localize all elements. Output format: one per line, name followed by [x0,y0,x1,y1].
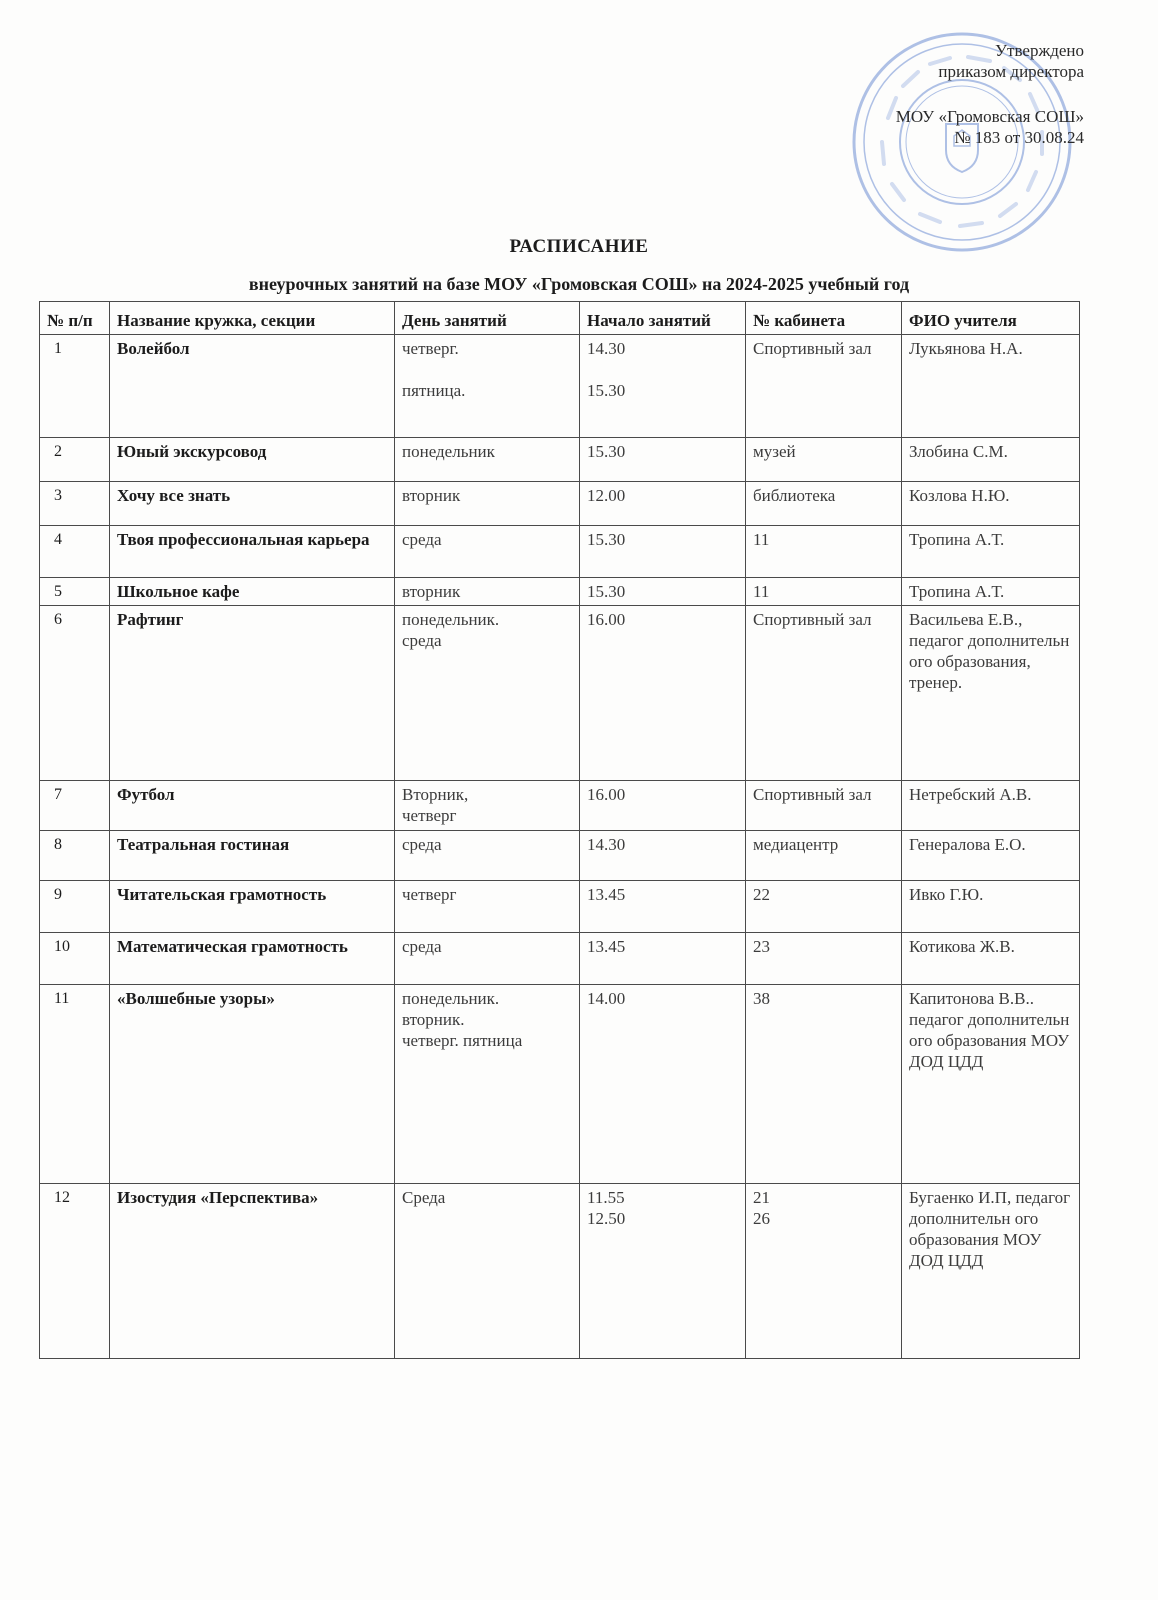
table-row [40,985,1080,1184]
cell-teacher: Козлова Н.Ю. [902,482,1080,526]
schedule-table [39,301,1080,1359]
cell-room: Спортивный зал [746,606,902,781]
header-number: № п/п [40,302,110,335]
approval-line-school: МОУ «Громовская СОШ» [895,107,1084,126]
cell-club-name: Рафтинг [110,606,395,781]
cell-start-time: 11.55 12.50 [580,1184,746,1359]
cell-start-time: 14.30 [580,831,746,881]
cell-room: 11 [746,526,902,578]
header-club-name: Название кружка, секции [110,302,395,335]
cell-start-time: 15.30 [580,578,746,606]
approval-gap [896,82,1084,106]
table-row [40,933,1080,985]
cell-club-name: Юный экскурсовод [110,438,395,482]
cell-room: 22 [746,881,902,933]
cell-number: 3 [40,482,110,526]
cell-start-time: 13.45 [580,881,746,933]
cell-start-time: 15.30 [580,526,746,578]
cell-club-name: Изостудия «Перспектива» [110,1184,395,1359]
cell-room: 23 [746,933,902,985]
table-row [40,831,1080,881]
cell-club-name: Волейбол [110,335,395,438]
cell-club-name: Театральная гостиная [110,831,395,881]
cell-day: четверг [395,881,580,933]
cell-teacher: Ивко Г.Ю. [902,881,1080,933]
cell-teacher: Генералова Е.О. [902,831,1080,881]
approval-block [896,40,1084,148]
cell-day: понедельник [395,438,580,482]
table-row [40,482,1080,526]
approval-line-order-number: № 183 от 30.08.24 [954,128,1084,147]
cell-room: Спортивный зал [746,335,902,438]
cell-teacher: Капитонова В.В.. педагог дополнительн ого образования МОУ ДОД ЦДД [902,985,1080,1184]
cell-start-time: 16.00 [580,781,746,831]
cell-club-name: Твоя профессиональная карьера [110,526,395,578]
cell-club-name: Читательская грамотность [110,881,395,933]
cell-start-time: 14.30 15.30 [580,335,746,438]
cell-start-time: 12.00 [580,482,746,526]
cell-start-time: 15.30 [580,438,746,482]
cell-club-name: Футбол [110,781,395,831]
cell-room: музей [746,438,902,482]
cell-number: 7 [40,781,110,831]
approval-line-order: приказом директора [938,62,1084,81]
document-subtitle: внеурочных занятий на базе МОУ «Громовская СОШ» на 2024-2025 учебный год [248,274,910,294]
cell-club-name: «Волшебные узоры» [110,985,395,1184]
cell-number: 2 [40,438,110,482]
cell-club-name: Хочу все знать [110,482,395,526]
cell-day: понедельник. среда [395,606,580,781]
cell-room: 38 [746,985,902,1184]
cell-day: Среда [395,1184,580,1359]
cell-number: 10 [40,933,110,985]
cell-teacher: Тропина А.Т. [902,526,1080,578]
cell-day: среда [395,831,580,881]
table-row [40,781,1080,831]
cell-number: 12 [40,1184,110,1359]
cell-day: вторник [395,578,580,606]
cell-number: 1 [40,335,110,438]
table-row [40,1184,1080,1359]
cell-teacher: Нетребский А.В. [902,781,1080,831]
cell-number: 9 [40,881,110,933]
cell-teacher: Котикова Ж.В. [902,933,1080,985]
cell-number: 11 [40,985,110,1184]
cell-day: понедельник. вторник. четверг. пятница [395,985,580,1184]
cell-teacher: Злобина С.М. [902,438,1080,482]
cell-number: 4 [40,526,110,578]
cell-day: четверг. пятница. [395,335,580,438]
cell-teacher: Васильева Е.В., педагог дополнительн ого образования, тренер. [902,606,1080,781]
cell-day: среда [395,933,580,985]
cell-start-time: 13.45 [580,933,746,985]
header-teacher: ФИО учителя [902,302,1080,335]
cell-teacher: Лукьянова Н.А. [902,335,1080,438]
table-row [40,578,1080,606]
cell-room: 11 [746,578,902,606]
cell-club-name: Математическая грамотность [110,933,395,985]
cell-number: 6 [40,606,110,781]
cell-start-time: 16.00 [580,606,746,781]
table-header-row [40,302,1080,335]
cell-day: вторник [395,482,580,526]
cell-room: 21 26 [746,1184,902,1359]
approval-line-approved: Утверждено [995,41,1084,60]
header-room: № кабинета [746,302,902,335]
cell-club-name: Школьное кафе [110,578,395,606]
cell-day: среда [395,526,580,578]
document-title: РАСПИСАНИЕ [509,236,649,257]
cell-number: 5 [40,578,110,606]
table-row [40,606,1080,781]
table-row [40,881,1080,933]
cell-room: библиотека [746,482,902,526]
cell-room: Спортивный зал [746,781,902,831]
cell-start-time: 14.00 [580,985,746,1184]
table-row [40,438,1080,482]
cell-day: Вторник, четверг [395,781,580,831]
cell-teacher: Бугаенко И.П, педагог дополнительн ого образования МОУ ДОД ЦДД [902,1184,1080,1359]
table-row [40,526,1080,578]
header-day: День занятий [395,302,580,335]
table-row [40,335,1080,438]
cell-number: 8 [40,831,110,881]
cell-room: медиацентр [746,831,902,881]
header-start-time: Начало занятий [580,302,746,335]
cell-teacher: Тропина А.Т. [902,578,1080,606]
